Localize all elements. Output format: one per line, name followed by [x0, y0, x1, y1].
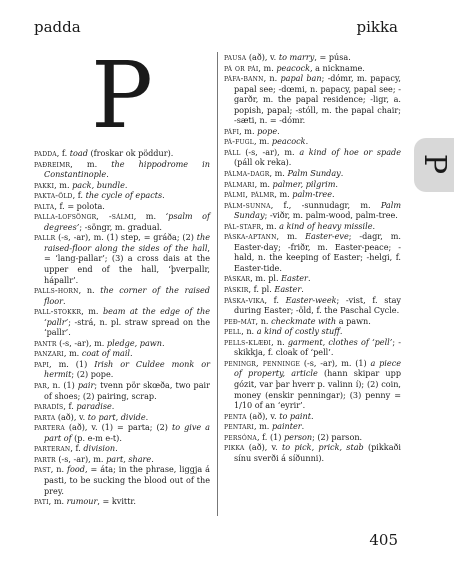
headword: paðreimr — [34, 158, 71, 169]
headword: par — [34, 380, 47, 391]
entry-grammar: , f. — [63, 401, 77, 412]
entry-rest: . — [301, 284, 304, 295]
headword: pallr — [34, 232, 56, 243]
dictionary-entry — [224, 179, 401, 190]
entry-gloss: Easter-eve — [305, 231, 349, 242]
entry-rest: . — [332, 189, 335, 200]
entry-grammar: (að), v. — [55, 411, 88, 422]
entry-grammar: , m. — [276, 231, 306, 242]
entry-gloss: beam at the edge of the ‘pallr’ — [44, 306, 211, 327]
entry-gloss: palm-tree — [292, 189, 333, 200]
dictionary-entry — [224, 326, 401, 337]
entry-grammar: , m. — [274, 189, 293, 200]
headword: páfi — [224, 125, 240, 136]
entry-gloss: peacock — [276, 62, 311, 73]
dictionary-entry — [34, 190, 210, 201]
headword: páska-vika — [224, 294, 265, 305]
headword: pati — [34, 496, 49, 507]
headword: past — [34, 464, 51, 475]
entry-rest: , = kvittr. — [97, 496, 136, 507]
headword: páskir — [224, 284, 249, 295]
entry-grammar: , n. (1) — [46, 380, 78, 391]
entry-rest: . — [335, 178, 338, 189]
entry-grammar: , f. — [56, 148, 70, 158]
dictionary-entry — [224, 442, 401, 463]
entry-gloss: to pick, prick, stab — [282, 442, 364, 453]
dictionary-entry — [224, 63, 401, 74]
dictionary-entry — [224, 73, 401, 126]
entry-rest: . — [63, 295, 66, 306]
entry-grammar: , f. — [264, 294, 286, 305]
entry-grammar: (-s, -ar), m. — [240, 146, 300, 157]
headword: peð-mát — [224, 315, 256, 326]
entry-rest: , = púsa. — [314, 52, 351, 62]
dictionary-entry — [224, 189, 401, 200]
dictionary-entry — [224, 126, 401, 137]
entry-gloss: division — [83, 443, 116, 454]
entry-gloss: a piece of property, article — [234, 357, 402, 379]
entry-grammar: , m. — [253, 421, 272, 432]
dictionary-entry — [224, 147, 401, 168]
dictionary-entry — [34, 211, 210, 232]
headword: páfa-bann — [224, 73, 264, 84]
dictionary-entry — [34, 454, 210, 465]
entry-rest: , a nickname. — [310, 62, 365, 73]
entry-grammar: (-s, -ar), m. (1) — [300, 357, 371, 368]
entry-gloss: the raised-floor along the sides of the hall — [44, 232, 210, 253]
entry-rest: ; -viðr, m. palm-wood, palm-tree. — [264, 210, 398, 221]
entry-rest: ; -söngr, m. gradual. — [79, 221, 162, 232]
entry-grammar: , m. — [48, 496, 67, 507]
right-column — [224, 52, 401, 463]
entry-gloss: pope — [257, 125, 278, 136]
entry-rest: ; -dagr, m. Easter-day; -friðr, m. Easter-peace; -hald, n. the keeping of Easter; -helgi, f. Easter-tide. — [234, 231, 401, 273]
headword: pells-klæði — [224, 336, 272, 347]
headword: panzari — [34, 348, 64, 359]
headword: pálmi, pálmr — [224, 189, 275, 200]
dictionary-entry — [34, 201, 210, 212]
headword: penta — [224, 410, 247, 421]
entry-grammar: , n. — [241, 326, 257, 337]
dictionary-entry — [224, 295, 401, 316]
headword: pál-stafr — [224, 220, 262, 231]
thumb-index-tab — [414, 138, 454, 192]
entry-grammar: , m. — [63, 348, 82, 359]
entry-rest: . — [339, 326, 343, 337]
entry-grammar: , m. pl. — [250, 273, 282, 284]
headword: pell — [224, 326, 242, 337]
entry-grammar: , m. — [269, 168, 288, 179]
entry-gloss: food — [67, 464, 85, 475]
entry-rest: . — [130, 348, 133, 359]
dictionary-entry — [224, 337, 401, 358]
entry-rest: , = áta; in the phrase, liggja á pasti, to be sucking the blood out of the prey. — [44, 464, 210, 496]
entry-grammar: , f. (1) — [256, 431, 284, 442]
entry-gloss: Easter — [274, 284, 302, 295]
entry-grammar: , m. — [239, 125, 258, 136]
dictionary-entry — [224, 358, 401, 411]
entry-rest: . — [340, 168, 344, 179]
entry-grammar: (að), v. — [246, 52, 279, 62]
headword: pakta-öld — [34, 190, 73, 201]
entry-rest: . — [124, 179, 128, 190]
entry-rest: (pikkaði sínu sverði á síðunni). — [234, 442, 401, 463]
entry-rest: , = ‘lang-pallar’; (3) a cross dais at the upper end of the hall, ‘þverpallr, hápallr’. — [44, 242, 210, 285]
dictionary-entry — [34, 148, 210, 159]
headword: pakki — [34, 179, 55, 190]
dictionary-entry — [34, 285, 210, 306]
dictionary-entry — [224, 316, 401, 327]
entry-rest: ; -vist, f. stay during Easter; -öld, f. the Paschal Cycle. — [234, 294, 402, 316]
entry-grammar: , n. — [255, 315, 272, 326]
entry-grammar: , f. — [70, 443, 84, 454]
entry-rest: . — [277, 125, 280, 136]
thumb-index-letter: P — [417, 153, 452, 175]
entry-rest: (hann skipar upp gózit, var þar hverr p. valinn í); (2) coin, money (enskir penningar); (3) penny = 1/10 of an ‘eyrir’. — [234, 368, 402, 411]
dictionary-entry — [224, 52, 401, 63]
entry-gloss: a kind of hoe or spade — [299, 146, 401, 157]
dictionary-entry — [34, 496, 210, 507]
headword: persóna — [224, 431, 257, 442]
entry-gloss: to marry — [278, 52, 315, 62]
dictionary-entry — [34, 401, 210, 412]
dictionary-entry — [34, 180, 210, 191]
dictionary-entry — [34, 348, 210, 359]
dictionary-entry — [224, 200, 401, 221]
entry-rest: . — [161, 337, 165, 348]
entry-gloss: garment, clothes of ‘pell’ — [287, 336, 393, 347]
entry-gloss: paradise — [76, 401, 112, 412]
dictionary-entry — [224, 168, 401, 179]
entry-grammar: , n. — [78, 285, 101, 296]
entry-grammar: , f. pl. — [248, 284, 275, 295]
headword: parta — [34, 411, 56, 422]
entry-grammar: , m. — [261, 220, 280, 231]
dictionary-entry — [34, 159, 210, 180]
entry-rest: (p. e-m e-t). — [71, 432, 122, 443]
headword: palta — [34, 200, 55, 211]
page-number: 405 — [369, 531, 398, 549]
entry-rest: . — [307, 273, 311, 284]
entry-grammar: , f. = polota. — [54, 200, 105, 211]
entry-grammar: , m. — [54, 179, 73, 190]
headword: pá-fugl — [224, 136, 254, 147]
headword: padda — [34, 148, 57, 158]
entry-rest: ; -skikkja, f. cloak of ‘pell’. — [234, 336, 401, 358]
headword: pentari — [224, 421, 254, 432]
entry-gloss: pledge, pawn — [106, 337, 162, 348]
entry-rest: . — [310, 410, 314, 421]
headword: pantr — [34, 337, 57, 348]
headword: pausa — [224, 52, 247, 62]
dictionary-entry — [34, 422, 210, 443]
entry-rest: ; -dómr, m. papacy, papal see; -dœmi, n. papacy, papal see; -garðr, m. the papal residence; -ligr, a. popish, papal; -stóll, m. the papal chair; -sæti, n. = -dómr. — [234, 73, 401, 126]
entry-gloss: toad — [69, 148, 88, 158]
entry-grammar: (að), v. — [244, 442, 282, 453]
entry-gloss: painter — [271, 421, 302, 432]
entry-grammar: , m. — [258, 62, 277, 73]
entry-grammar: , m. — [253, 136, 272, 147]
entry-gloss: the hippodrome in Constantinople — [44, 158, 210, 180]
entry-gloss: rumour — [66, 496, 98, 507]
entry-rest: (froskar ok pöddur). — [87, 148, 174, 158]
entry-rest: ; (2) parson. — [312, 431, 363, 442]
entry-gloss: to paint — [279, 410, 311, 421]
entry-grammar: (-s, -ar), m. — [56, 337, 107, 348]
entry-gloss: to give a part of — [44, 422, 211, 443]
dictionary-entry — [224, 421, 401, 432]
entry-gloss: the cycle of epacts — [85, 190, 163, 201]
entry-gloss: Palm Sunday — [287, 168, 341, 179]
headword: peningr, penninge — [224, 357, 301, 368]
entry-rest: . — [162, 190, 165, 201]
entry-grammar: , f., -sunnudagr, m. — [270, 199, 381, 210]
entry-grammar: (að), v. — [246, 410, 280, 421]
headword: pálmari — [224, 178, 255, 189]
entry-grammar: , m. — [254, 178, 273, 189]
headword: palla-lofsöngr, -sálmi — [34, 211, 134, 222]
dictionary-entry — [224, 231, 401, 273]
running-head-right: pikka — [356, 18, 398, 36]
entry-grammar: , n. — [263, 73, 281, 84]
dictionary-entry — [224, 273, 401, 284]
entry-gloss: Irish or Culdee monk or hermit — [44, 358, 210, 380]
dictionary-entry — [34, 412, 210, 423]
entry-grammar: , m. — [81, 306, 103, 317]
dictionary-entry — [224, 221, 401, 232]
entry-gloss: ‘psalm of degrees’ — [44, 211, 210, 232]
dictionary-entry — [34, 338, 210, 349]
entry-gloss: coat of mail — [81, 348, 131, 359]
headword: pálma-dagr — [224, 168, 270, 179]
entry-gloss: person — [284, 431, 313, 442]
headword: pálm-sunna — [224, 199, 271, 210]
dictionary-entry — [224, 284, 401, 295]
entry-gloss: the corner of the raised floor — [44, 285, 210, 306]
headword: partr — [34, 453, 56, 464]
entry-rest: . — [372, 220, 376, 231]
left-entries — [34, 148, 210, 507]
entry-rest: ; -strá, n. pl. straw spread on the ‘pallr’. — [44, 316, 210, 338]
entry-rest: (páll ok reka). — [234, 157, 292, 168]
headword: paradís — [34, 401, 64, 412]
entry-rest: . — [151, 453, 154, 464]
entry-gloss: a kind of heavy missile — [279, 220, 373, 231]
headword: parteran — [34, 443, 71, 454]
section-initial: P — [91, 42, 153, 149]
headword: papi — [34, 358, 50, 369]
dictionary-entry — [34, 380, 210, 401]
entry-gloss: Easter-week — [285, 294, 337, 305]
headword: pikka — [224, 442, 245, 453]
dictionary-entry — [224, 136, 401, 147]
entry-gloss: Palm Sunday — [234, 199, 401, 221]
entry-gloss: part, share — [106, 453, 152, 464]
entry-grammar: , n. — [50, 464, 68, 475]
dictionary-entry — [34, 306, 210, 338]
entry-rest: . — [301, 421, 305, 432]
entry-gloss: pack, bundle — [72, 179, 125, 190]
entry-rest: ; (2) pope. — [71, 369, 114, 380]
left-column — [34, 42, 211, 507]
dictionary-entry — [34, 464, 210, 496]
entry-rest: . — [106, 169, 109, 180]
dictionary-entry — [224, 411, 401, 422]
headword: pall-stokkr — [34, 306, 82, 317]
entry-rest: . — [305, 136, 309, 147]
entry-gloss: peacock — [271, 136, 306, 147]
entry-gloss: Easter — [281, 273, 308, 284]
entry-gloss: checkmate with — [271, 315, 337, 326]
dictionary-entry — [34, 359, 210, 380]
entry-grammar: , m. — [70, 158, 112, 169]
headword: páska-aptann — [224, 231, 277, 242]
entry-gloss: papal ban — [280, 73, 322, 84]
dictionary-entry — [224, 432, 401, 443]
entry-rest: ; tvenn pör skœða, two pair of shoes; (2) pairing, scrap. — [44, 380, 211, 401]
headword: pá or pái — [224, 62, 259, 73]
entry-rest: . — [145, 411, 149, 422]
entry-grammar: (að), v. (1) = parta; (2) — [64, 422, 172, 433]
headword: páll — [224, 146, 241, 157]
dictionary-entry — [34, 232, 210, 285]
right-entries — [224, 52, 401, 463]
entry-rest: . — [115, 443, 118, 454]
headword: partera — [34, 422, 65, 433]
running-head-left: padda — [34, 18, 81, 36]
entry-gloss: pair — [77, 380, 95, 391]
dictionary-entry — [34, 443, 210, 454]
entry-grammar: , f. — [72, 190, 86, 201]
entry-grammar: , m. — [133, 211, 166, 222]
entry-rest: . — [111, 401, 115, 412]
entry-gloss: a kind of costly stuff — [256, 326, 340, 337]
entry-grammar: (-s, -ar), m. — [55, 453, 107, 464]
column-divider — [217, 52, 218, 516]
entry-rest: a pawn. — [336, 315, 371, 326]
entry-gloss: to part, divide — [87, 411, 146, 422]
entry-grammar: , n. — [271, 336, 288, 347]
headword: palls-horn — [34, 285, 79, 296]
entry-gloss: palmer, pilgrim — [272, 178, 336, 189]
entry-grammar: (-s, -ar), m. (1) step, = gráða; (2) — [55, 232, 197, 243]
entry-grammar: , m. (1) — [49, 358, 95, 369]
headword: páskar — [224, 273, 251, 284]
